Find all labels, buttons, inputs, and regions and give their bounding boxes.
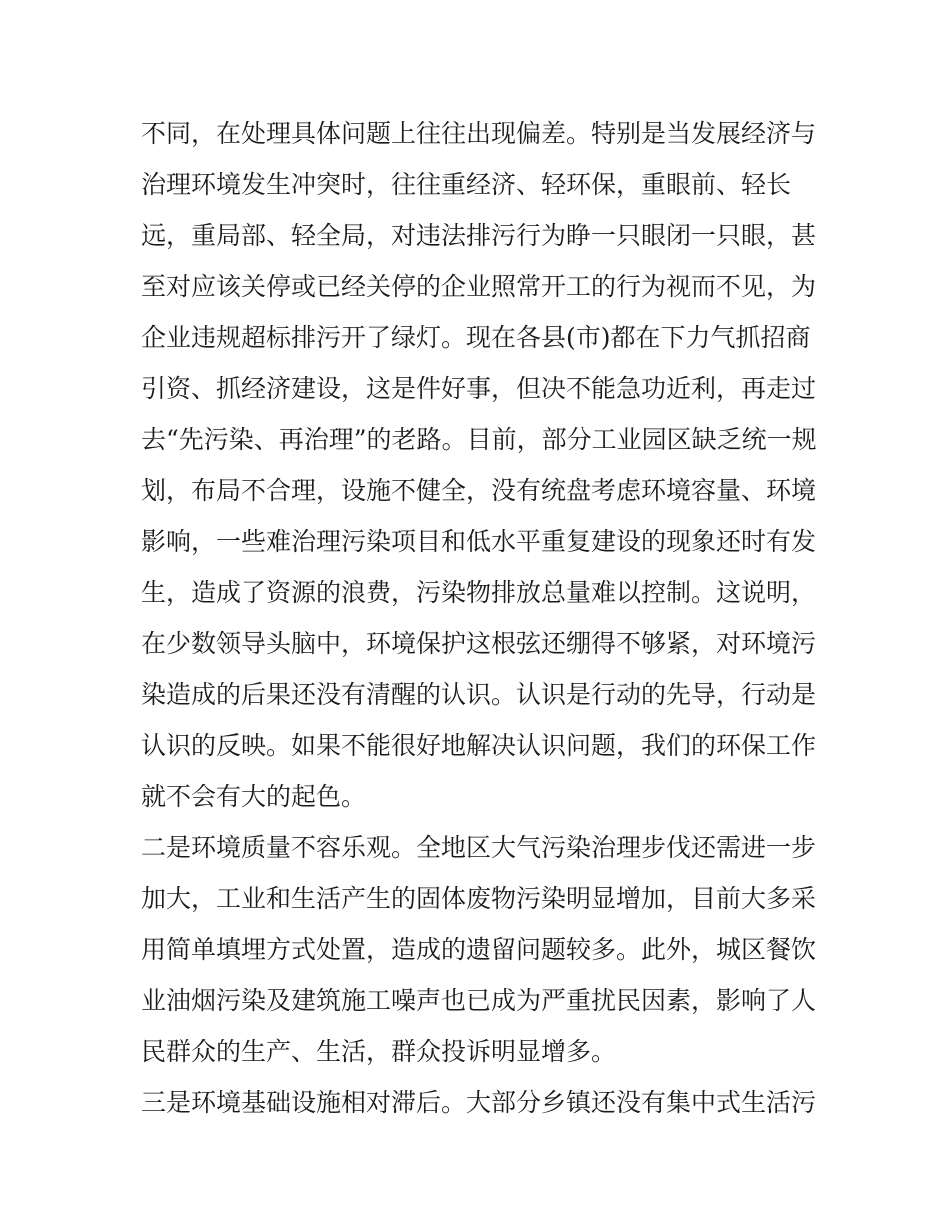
- document-body: [141, 108, 821, 1128]
- text-line: 划，布局不合理，设施不健全，没有统盘考虑环境容量、环境: [141, 476, 817, 505]
- text-line: 在少数领导头脑中，环境保护这根弦还绷得不够紧，对环境污: [141, 629, 817, 658]
- paragraph-2: [141, 822, 821, 1077]
- text-line: 引资、抓经济建设，这是件好事，但决不能急功近利，再走过: [141, 374, 817, 403]
- text-line: 染造成的后果还没有清醒的认识。认识是行动的先导，行动是: [141, 680, 817, 709]
- text-line: 影响，一些难治理污染项目和低水平重复建设的现象还时有发: [141, 527, 817, 556]
- text-line: 二是环境质量不容乐观。全地区大气污染治理步伐还需进一步: [141, 833, 817, 862]
- text-line: 远，重局部、轻全局，对违法排污行为睁一只眼闭一只眼，甚: [141, 221, 817, 250]
- text-line: 至对应该关停或已经关停的企业照常开工的行为视而不见，为: [141, 272, 817, 301]
- text-line: 用简单填埋方式处置，造成的遗留问题较多。此外，城区餐饮: [141, 935, 817, 964]
- paragraph-1: [141, 108, 821, 822]
- paragraph-3: [141, 1077, 821, 1128]
- text-line: 业油烟污染及建筑施工噪声也已成为严重扰民因素，影响了人: [141, 986, 817, 1015]
- text-line: 就不会有大的起色。: [141, 782, 367, 811]
- text-line: 去“先污染、再治理”的老路。目前，部分工业园区缺乏统一规: [141, 425, 817, 454]
- text-line: 企业违规超标排污开了绿灯。现在各县(市)都在下力气抓招商: [141, 323, 811, 352]
- text-line: 三是环境基础设施相对滞后。大部分乡镇还没有集中式生活污: [141, 1088, 817, 1117]
- text-line: 生，造成了资源的浪费，污染物排放总量难以控制。这说明，: [141, 578, 817, 607]
- text-line: 认识的反映。如果不能很好地解决认识问题，我们的环保工作: [141, 731, 817, 760]
- text-line: 民群众的生产、生活，群众投诉明显增多。: [141, 1037, 617, 1066]
- text-line: 加大，工业和生活产生的固体废物污染明显增加，目前大多采: [141, 884, 817, 913]
- text-line: 不同，在处理具体问题上往往出现偏差。特别是当发展经济与: [141, 119, 817, 148]
- text-line: 治理环境发生冲突时，往往重经济、轻环保，重眼前、轻长: [141, 170, 792, 199]
